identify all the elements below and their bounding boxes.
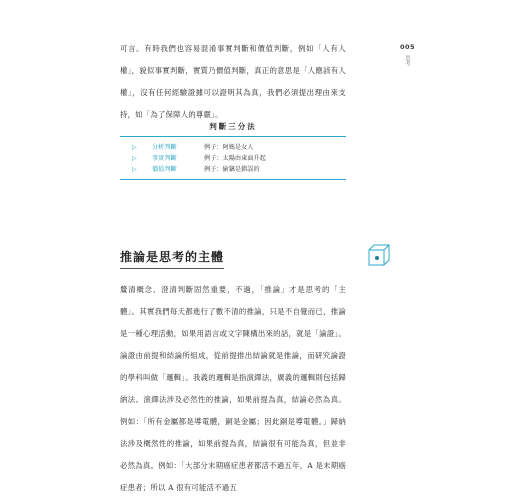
play-triangle-icon: ▷ [132, 155, 137, 162]
bottom-paragraph [120, 279, 346, 499]
judgment-example: 例子：偷竊是錯誤的 [204, 166, 260, 173]
table-row [120, 164, 346, 175]
section-heading: 推論是思考的主體 [120, 248, 224, 269]
chapter-label: 思考 [404, 55, 410, 66]
page-number: 005 [400, 43, 416, 51]
judgment-example: 例子：阿媽是女人 [204, 144, 254, 151]
play-triangle-icon: ▷ [132, 144, 137, 151]
table-row [120, 153, 346, 164]
table-title: 判斷三分法 [209, 122, 257, 131]
page-sidebar [400, 43, 414, 70]
judgment-table [120, 118, 346, 180]
judgment-type: 價值判斷 [152, 166, 177, 173]
bottom-paragraph-text: 釐清概念、澄清判斷固然重要，不過，「推論」才是思考的「主體」。其實我們每天都進行了數不清的推論，只是不自覺而已，推論是一種心理活動，如果用語言或文字陳構出來的話，就是「論證」。論證由前提和結論所組成，從前提推出結論就是推論，而研究論證的學科叫做「邏輯」。我義的邏輯是指演繹法，廣義的邏輯則包括歸納法。演繹法涉及必然性的推論，如果前提為真，結論必然為真。例如：「所有金屬都是導電體，銅是金屬；因此銅是導電體。」歸納法涉及概然性的推論，如果前提為真，結論很有可能為真，但並非必然為真。例如：「大部分末期癌症患者都活不過五年，A 是末期癌症患者；所以 A 很有可能活不過五 [120, 285, 346, 492]
play-triangle-icon: ▷ [132, 166, 137, 173]
table-bottom-rule [120, 179, 346, 180]
judgment-example: 例子：太陽由東面升起 [204, 155, 266, 162]
top-paragraph [120, 38, 346, 126]
judgment-type: 事實判斷 [152, 155, 177, 162]
judgment-type: 分析判斷 [152, 144, 177, 151]
top-paragraph-text: 可言。有時我們也容易混淆事實判斷和價值判斷，例如「人有人權」，貌似事實判斷，實質乃價值判斷，真正的意思是「人應該有人權」，沒有任何經驗證據可以證明其為真，我們必須提出理由來支持，如「為了保障人的尊嚴」。 [120, 44, 346, 119]
table-rows [120, 137, 346, 179]
table-row [120, 142, 346, 153]
cube-icon [366, 242, 392, 268]
